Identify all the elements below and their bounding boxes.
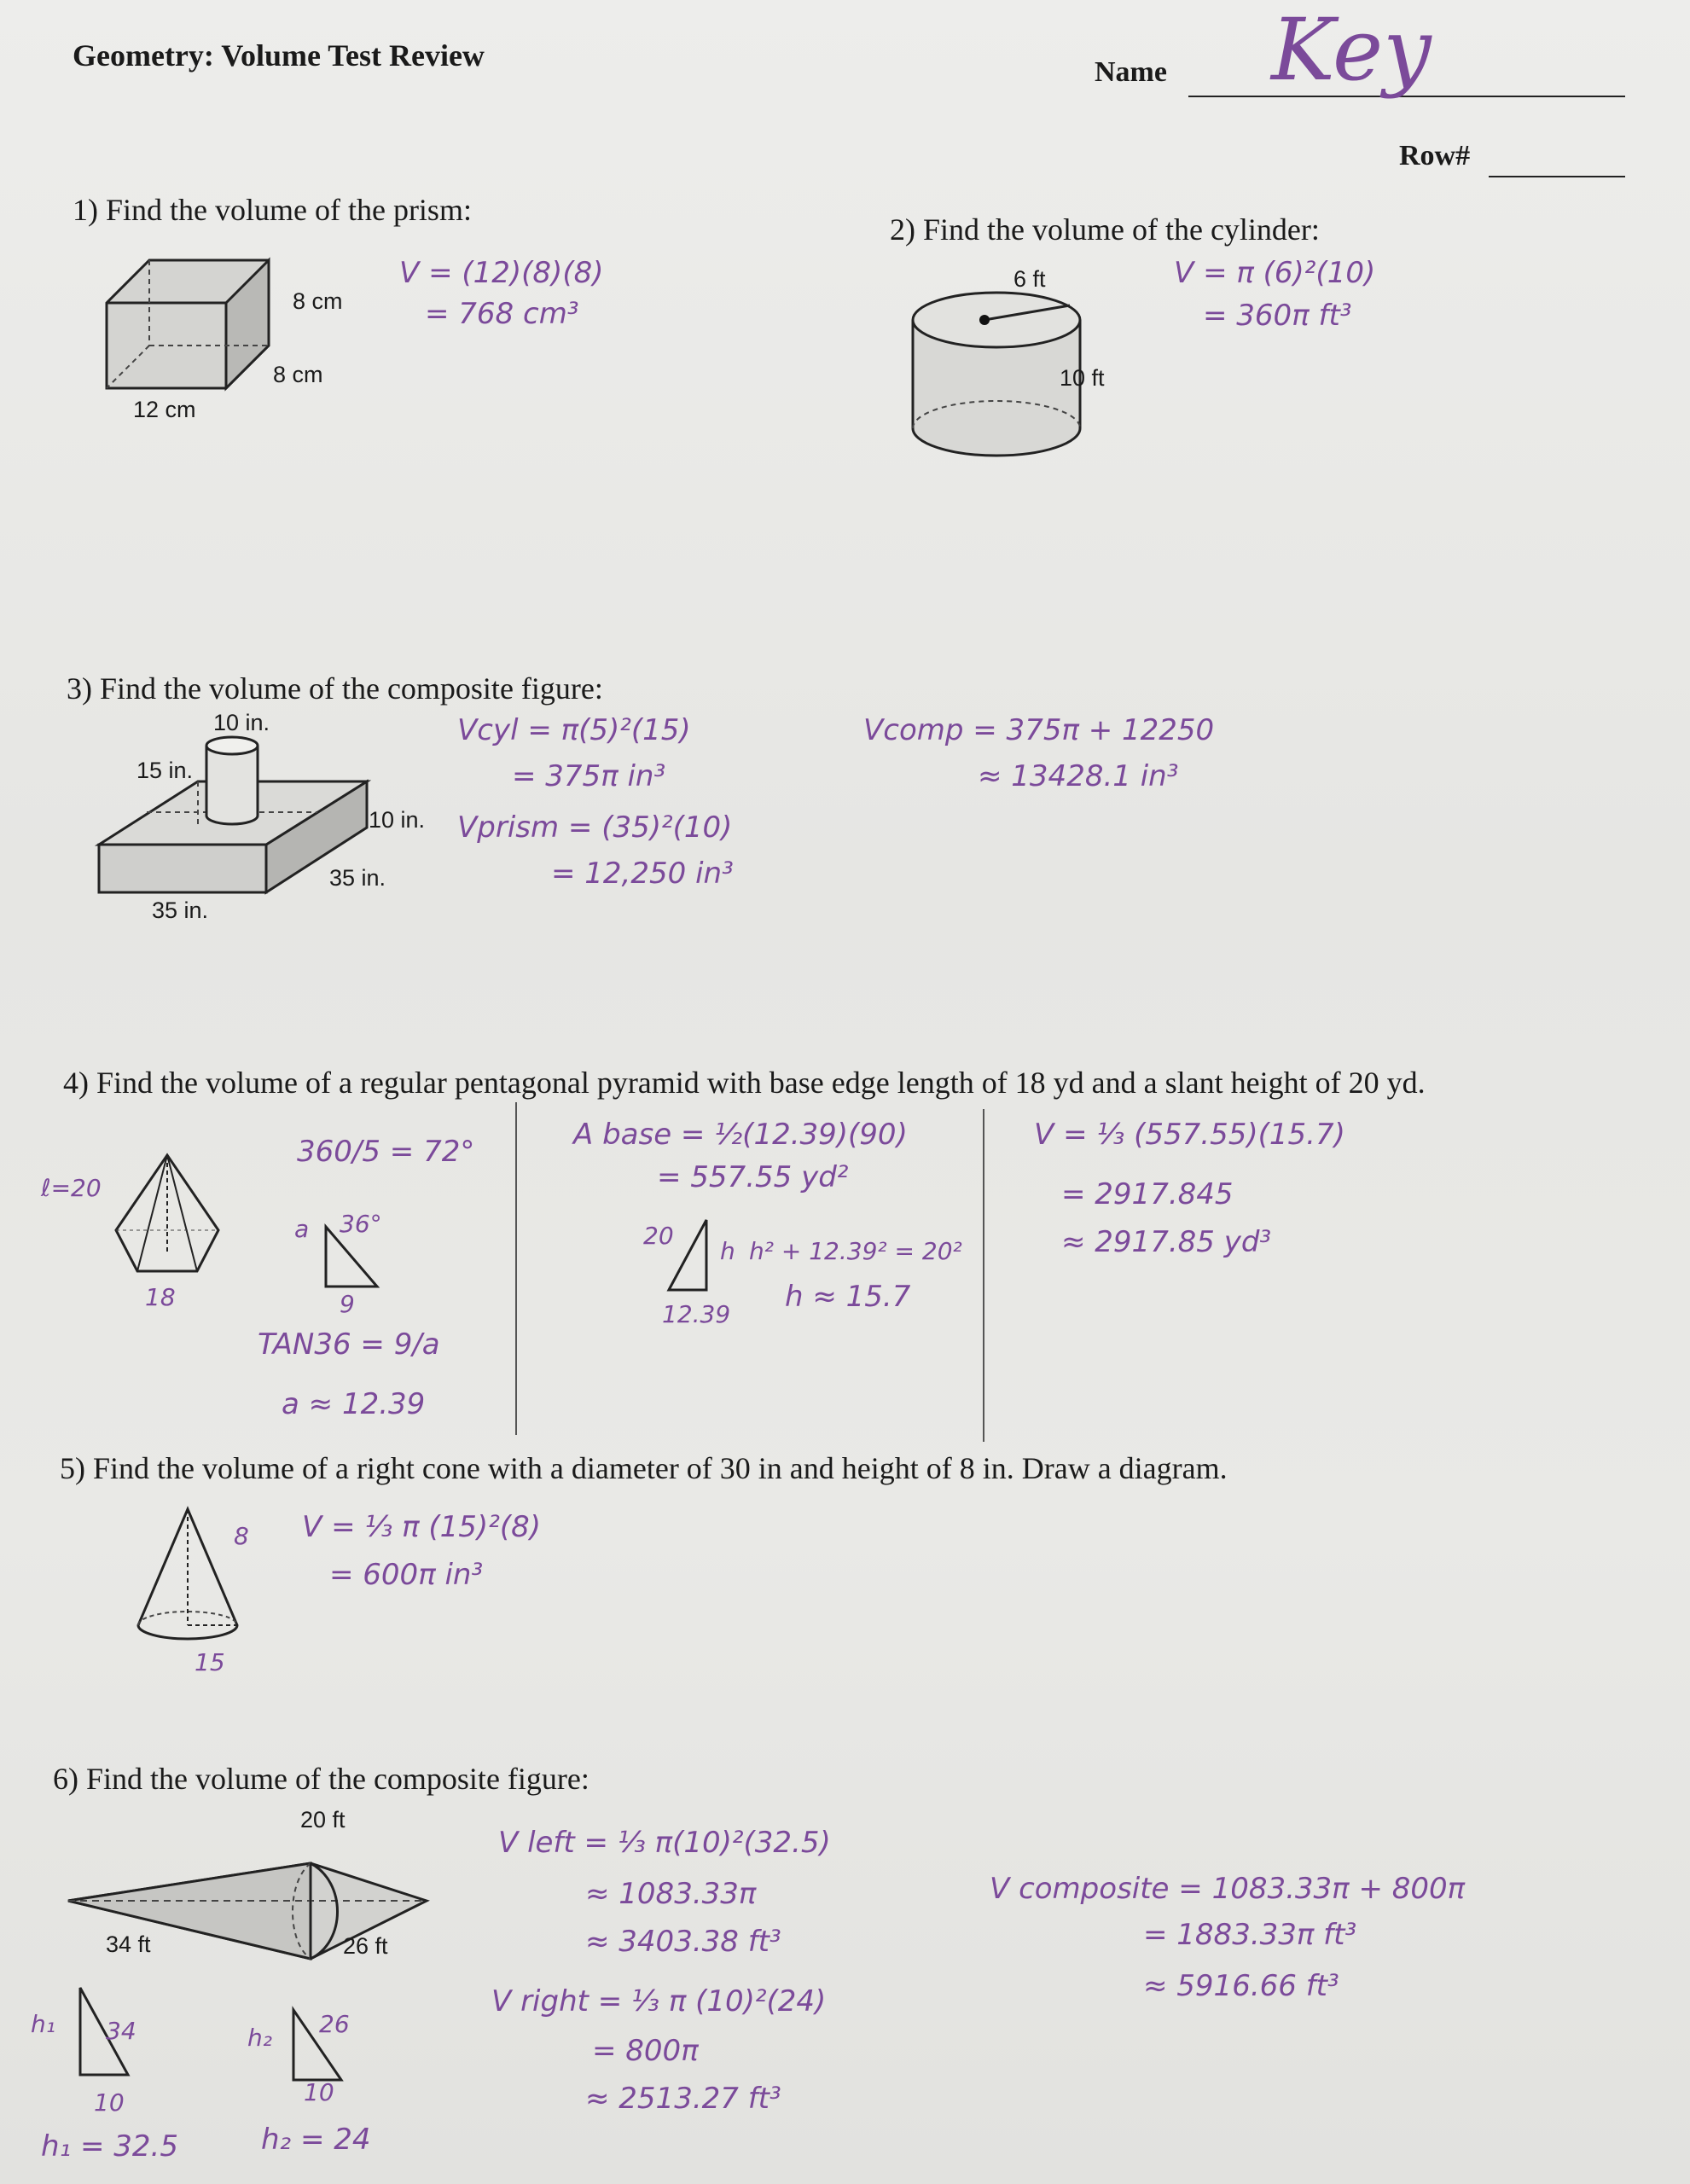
- cylinder-height-label: 10 ft: [1060, 365, 1105, 391]
- worksheet-title: Geometry: Volume Test Review: [73, 38, 485, 73]
- q4-slant-label-mid: 20: [643, 1222, 674, 1250]
- q4-base-area-line-1: A base = ½(12.39)(90): [573, 1118, 908, 1152]
- q6-right-volume-line-2: = 800π: [592, 2034, 699, 2068]
- q6-h2-var: h₂: [247, 2024, 272, 2052]
- q3-comp-line-1: Vcomp = 375π + 12250: [863, 713, 1215, 747]
- q3-work-line-1: Vcyl = π(5)²(15): [457, 713, 691, 747]
- q4-tangent-equation: TAN36 = 9/a: [258, 1327, 440, 1362]
- q2-work-line-2: = 360π ft³: [1203, 299, 1352, 333]
- q4-slant-height-label: ℓ=20: [41, 1174, 102, 1202]
- q4-prompt: 4) Find the volume of a regular pentagonal pyramid with base edge length of 18 yd and a slant height of 20 yd.: [63, 1066, 1426, 1100]
- prism-width-label-q3: 35 in.: [329, 865, 386, 891]
- q4-apothem-label-mid: 12.39: [662, 1300, 731, 1328]
- q6-composite-line-1: V composite = 1083.33π + 800π: [990, 1872, 1466, 1906]
- prism-depth-label: 8 cm: [273, 362, 323, 387]
- q6-right-radius-mark: 10: [304, 2078, 334, 2106]
- prism-length-label: 12 cm: [133, 397, 196, 422]
- name-label: Name: [1095, 56, 1167, 88]
- q4-central-angle: 360/5 = 72°: [297, 1135, 475, 1169]
- row-label: Row#: [1399, 140, 1471, 171]
- q3-work-line-4: = 12,250 in³: [551, 857, 734, 891]
- q3-comp-line-2: ≈ 13428.1 in³: [978, 759, 1179, 793]
- q4-half-angle: 36°: [340, 1210, 382, 1238]
- q4-divider-left: [515, 1102, 517, 1435]
- q3-prompt: 3) Find the volume of the composite figure:: [67, 671, 603, 706]
- q4-apothem-value: a ≈ 12.39: [282, 1387, 426, 1421]
- q2-work-line-1: V = π (6)²(10): [1174, 256, 1376, 290]
- q6-prompt: 6) Find the volume of the composite figure:: [53, 1762, 589, 1796]
- q6-composite-line-2: = 1883.33π ft³: [1143, 1918, 1357, 1952]
- cone-radius-label: 15: [195, 1648, 225, 1676]
- q5-prompt: 5) Find the volume of a right cone with a diameter of 30 in and height of 8 in. Draw a diagram.: [60, 1451, 1228, 1485]
- q6-right-volume-line-3: ≈ 2513.27 ft³: [585, 2082, 781, 2116]
- q6-h1-value: h₁ = 32.5: [41, 2129, 178, 2164]
- cylinder-diameter-label: 10 in.: [213, 710, 270, 735]
- cylinder-height-label-q3: 15 in.: [136, 758, 194, 783]
- prism-diagram: [98, 252, 286, 405]
- cylinder-diagram: [911, 282, 1082, 465]
- q4-volume-line-1: V = ⅓ (557.55)(15.7): [1034, 1118, 1345, 1152]
- q1-prompt: 1) Find the volume of the prism:: [73, 193, 472, 227]
- row-underline: [1489, 176, 1625, 177]
- prism-height-label: 8 cm: [293, 288, 343, 314]
- q6-left-slant-mark: 34: [106, 2017, 136, 2045]
- prism-length-label-q3: 35 in.: [152, 897, 209, 923]
- q6-left-volume-line-2: ≈ 1083.33π: [585, 1877, 757, 1911]
- q4-apothem-var: a: [294, 1215, 310, 1243]
- cone-height-label: 8: [234, 1522, 249, 1550]
- q4-base-area-line-2: = 557.55 yd²: [657, 1160, 849, 1194]
- prism-height-label-q3: 10 in.: [369, 807, 426, 833]
- name-value: Key: [1271, 0, 1432, 100]
- q4-divider-right: [983, 1109, 984, 1442]
- q6-composite-line-3: ≈ 5916.66 ft³: [1143, 1969, 1339, 2003]
- q6-left-radius-mark: 10: [94, 2088, 125, 2117]
- q4-height-var: h: [720, 1237, 735, 1265]
- q6-h2-value: h₂ = 24: [261, 2123, 371, 2157]
- left-cone-slant-label: 34 ft: [106, 1931, 151, 1957]
- q3-work-line-3: Vprism = (35)²(10): [457, 810, 733, 845]
- q2-prompt: 2) Find the volume of the cylinder:: [890, 212, 1320, 247]
- right-cone-slant-label: 26 ft: [343, 1933, 388, 1959]
- q6-left-volume-line-3: ≈ 3403.38 ft³: [585, 1925, 781, 1959]
- cone-sketch: [135, 1506, 246, 1651]
- q4-height-value: h ≈ 15.7: [785, 1280, 911, 1314]
- q3-work-line-2: = 375π in³: [512, 759, 666, 793]
- q6-left-volume-line-1: V left = ⅓ π(10)²(32.5): [498, 1826, 831, 1860]
- q5-work-line-2: = 600π in³: [329, 1558, 484, 1592]
- q4-pythagorean-equation: h² + 12.39² = 20²: [749, 1237, 962, 1265]
- q5-work-line-1: V = ⅓ π (15)²(8): [302, 1510, 541, 1544]
- q1-work-line-1: V = (12)(8)(8): [399, 256, 604, 290]
- q1-work-line-2: = 768 cm³: [425, 297, 579, 331]
- double-cone-diameter-label: 20 ft: [300, 1807, 346, 1833]
- q6-h1-var: h₁: [31, 2010, 55, 2038]
- q6-right-slant-mark: 26: [319, 2010, 350, 2038]
- cylinder-radius-label: 6 ft: [1013, 266, 1046, 292]
- q4-volume-line-2: = 2917.845: [1061, 1177, 1234, 1211]
- q4-volume-line-3: ≈ 2917.85 yd³: [1061, 1225, 1272, 1259]
- q6-right-volume-line-1: V right = ⅓ π (10)²(24): [491, 1984, 827, 2018]
- q4-base-edge-label: 18: [145, 1283, 176, 1311]
- q4-half-edge: 9: [340, 1290, 355, 1318]
- pentagonal-pyramid-sketch: [107, 1153, 227, 1281]
